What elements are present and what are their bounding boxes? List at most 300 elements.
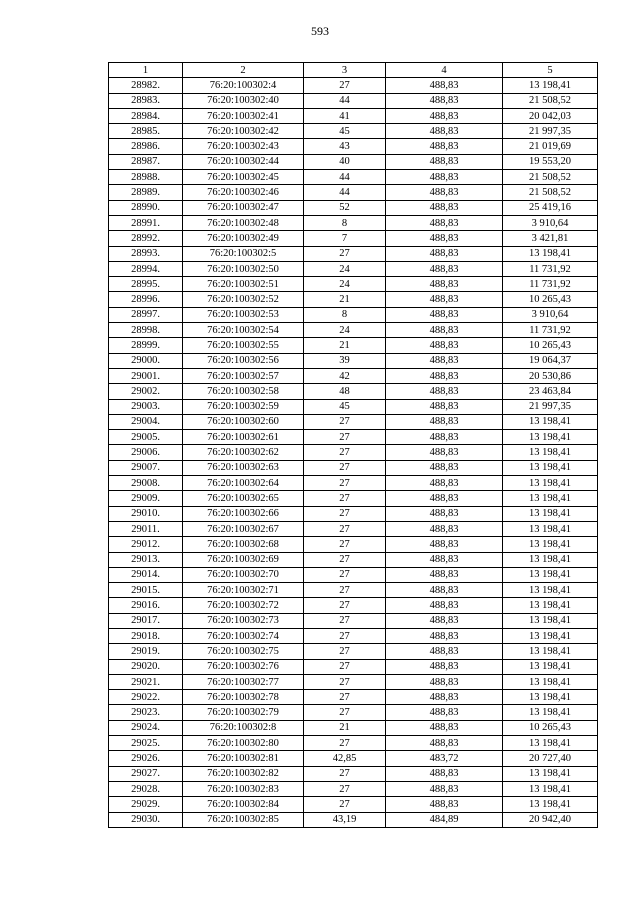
table-row bbox=[109, 598, 598, 613]
table-cell: 13 198,41 bbox=[503, 506, 598, 521]
table-cell: 13 198,41 bbox=[503, 598, 598, 613]
table-cell: 76:20:100302:64 bbox=[183, 476, 304, 491]
table-cell: 488,83 bbox=[386, 185, 503, 200]
table-cell: 27 bbox=[304, 644, 386, 659]
table-cell: 27 bbox=[304, 583, 386, 598]
table-cell: 27 bbox=[304, 781, 386, 796]
table-cell: 28989. bbox=[109, 185, 183, 200]
table-cell: 488,83 bbox=[386, 491, 503, 506]
table-cell: 27 bbox=[304, 521, 386, 536]
table-cell: 488,83 bbox=[386, 338, 503, 353]
table-row bbox=[109, 307, 598, 322]
table-row bbox=[109, 93, 598, 108]
table-cell: 10 265,43 bbox=[503, 338, 598, 353]
table-row bbox=[109, 124, 598, 139]
table-cell: 27 bbox=[304, 567, 386, 582]
table-cell: 13 198,41 bbox=[503, 659, 598, 674]
table-cell: 28983. bbox=[109, 93, 183, 108]
table-cell: 29027. bbox=[109, 766, 183, 781]
table-cell: 28982. bbox=[109, 78, 183, 93]
table-row bbox=[109, 108, 598, 123]
table-cell: 488,83 bbox=[386, 674, 503, 689]
table-cell: 27 bbox=[304, 613, 386, 628]
table-cell: 488,83 bbox=[386, 628, 503, 643]
table-cell: 488,83 bbox=[386, 537, 503, 552]
table-cell: 27 bbox=[304, 460, 386, 475]
table-cell: 488,83 bbox=[386, 521, 503, 536]
table-cell: 13 198,41 bbox=[503, 430, 598, 445]
table-cell: 13 198,41 bbox=[503, 552, 598, 567]
table-cell: 488,83 bbox=[386, 705, 503, 720]
table-cell: 19 064,37 bbox=[503, 353, 598, 368]
table-row bbox=[109, 812, 598, 827]
table-cell: 27 bbox=[304, 430, 386, 445]
table-row bbox=[109, 154, 598, 169]
table-cell: 28988. bbox=[109, 170, 183, 185]
table-cell: 7 bbox=[304, 231, 386, 246]
table-cell: 13 198,41 bbox=[503, 736, 598, 751]
table-cell: 27 bbox=[304, 659, 386, 674]
table-cell: 21 bbox=[304, 338, 386, 353]
table-cell: 21 508,52 bbox=[503, 170, 598, 185]
table-row bbox=[109, 491, 598, 506]
table-row bbox=[109, 277, 598, 292]
table-cell: 13 198,41 bbox=[503, 521, 598, 536]
table-row bbox=[109, 384, 598, 399]
table-row bbox=[109, 628, 598, 643]
table-cell: 29011. bbox=[109, 521, 183, 536]
table-cell: 488,83 bbox=[386, 506, 503, 521]
table-cell: 24 bbox=[304, 323, 386, 338]
table-row bbox=[109, 338, 598, 353]
table-cell: 40 bbox=[304, 154, 386, 169]
table-cell: 76:20:100302:83 bbox=[183, 781, 304, 796]
table-cell: 21 019,69 bbox=[503, 139, 598, 154]
table-cell: 76:20:100302:79 bbox=[183, 705, 304, 720]
table-cell: 20 942,40 bbox=[503, 812, 598, 827]
table-cell: 29015. bbox=[109, 583, 183, 598]
table-cell: 27 bbox=[304, 628, 386, 643]
table-cell: 19 553,20 bbox=[503, 154, 598, 169]
table-cell: 29019. bbox=[109, 644, 183, 659]
table-cell: 488,83 bbox=[386, 430, 503, 445]
table-cell: 488,83 bbox=[386, 567, 503, 582]
table-cell: 10 265,43 bbox=[503, 720, 598, 735]
table-row bbox=[109, 430, 598, 445]
table-cell: 29030. bbox=[109, 812, 183, 827]
table-cell: 76:20:100302:62 bbox=[183, 445, 304, 460]
table-cell: 76:20:100302:76 bbox=[183, 659, 304, 674]
table-cell: 11 731,92 bbox=[503, 277, 598, 292]
table-cell: 27 bbox=[304, 414, 386, 429]
table-row bbox=[109, 690, 598, 705]
table-cell: 76:20:100302:52 bbox=[183, 292, 304, 307]
table-cell: 76:20:100302:8 bbox=[183, 720, 304, 735]
table-cell: 488,83 bbox=[386, 613, 503, 628]
table-cell: 29018. bbox=[109, 628, 183, 643]
table-row bbox=[109, 445, 598, 460]
table-cell: 3 910,64 bbox=[503, 307, 598, 322]
table-row bbox=[109, 736, 598, 751]
table-cell: 29002. bbox=[109, 384, 183, 399]
table-cell: 28984. bbox=[109, 108, 183, 123]
table-cell: 44 bbox=[304, 170, 386, 185]
table-cell: 488,83 bbox=[386, 659, 503, 674]
table-cell: 21 508,52 bbox=[503, 185, 598, 200]
table-cell: 13 198,41 bbox=[503, 460, 598, 475]
table-cell: 76:20:100302:5 bbox=[183, 246, 304, 261]
table-cell: 76:20:100302:72 bbox=[183, 598, 304, 613]
table-cell: 76:20:100302:4 bbox=[183, 78, 304, 93]
table-row bbox=[109, 781, 598, 796]
table-cell: 27 bbox=[304, 598, 386, 613]
column-header: 4 bbox=[386, 63, 503, 78]
table-row bbox=[109, 583, 598, 598]
table-cell: 13 198,41 bbox=[503, 628, 598, 643]
table-cell: 488,83 bbox=[386, 644, 503, 659]
table-cell: 39 bbox=[304, 353, 386, 368]
table-row bbox=[109, 674, 598, 689]
table-cell: 488,83 bbox=[386, 93, 503, 108]
table-cell: 76:20:100302:56 bbox=[183, 353, 304, 368]
table-cell: 488,83 bbox=[386, 307, 503, 322]
table-cell: 13 198,41 bbox=[503, 78, 598, 93]
table-row bbox=[109, 246, 598, 261]
table-cell: 76:20:100302:65 bbox=[183, 491, 304, 506]
table-cell: 21 bbox=[304, 720, 386, 735]
table-cell: 27 bbox=[304, 690, 386, 705]
table-cell: 483,72 bbox=[386, 751, 503, 766]
table-cell: 488,83 bbox=[386, 583, 503, 598]
table-row bbox=[109, 323, 598, 338]
table-row bbox=[109, 659, 598, 674]
table-cell: 488,83 bbox=[386, 781, 503, 796]
table-cell: 13 198,41 bbox=[503, 246, 598, 261]
table-cell: 28991. bbox=[109, 215, 183, 230]
table-cell: 76:20:100302:46 bbox=[183, 185, 304, 200]
table-row bbox=[109, 751, 598, 766]
table-cell: 29000. bbox=[109, 353, 183, 368]
table-cell: 28985. bbox=[109, 124, 183, 139]
table-cell: 488,83 bbox=[386, 414, 503, 429]
table-cell: 28997. bbox=[109, 307, 183, 322]
table-row bbox=[109, 139, 598, 154]
table-cell: 76:20:100302:84 bbox=[183, 797, 304, 812]
table-cell: 76:20:100302:70 bbox=[183, 567, 304, 582]
table-cell: 27 bbox=[304, 445, 386, 460]
table-cell: 488,83 bbox=[386, 246, 503, 261]
table-row bbox=[109, 185, 598, 200]
table-cell: 76:20:100302:66 bbox=[183, 506, 304, 521]
table-cell: 488,83 bbox=[386, 292, 503, 307]
table-cell: 28986. bbox=[109, 139, 183, 154]
table-cell: 13 198,41 bbox=[503, 674, 598, 689]
table-cell: 29008. bbox=[109, 476, 183, 491]
table-row bbox=[109, 644, 598, 659]
table-cell: 488,83 bbox=[386, 277, 503, 292]
table-cell: 76:20:100302:69 bbox=[183, 552, 304, 567]
table-cell: 488,83 bbox=[386, 736, 503, 751]
data-table bbox=[108, 62, 598, 828]
table-cell: 76:20:100302:85 bbox=[183, 812, 304, 827]
table-cell: 27 bbox=[304, 537, 386, 552]
table-cell: 27 bbox=[304, 491, 386, 506]
table-cell: 488,83 bbox=[386, 797, 503, 812]
table-cell: 76:20:100302:68 bbox=[183, 537, 304, 552]
table-row bbox=[109, 200, 598, 215]
table-row bbox=[109, 521, 598, 536]
table-cell: 76:20:100302:73 bbox=[183, 613, 304, 628]
table-cell: 488,83 bbox=[386, 720, 503, 735]
table-row bbox=[109, 353, 598, 368]
table-row bbox=[109, 537, 598, 552]
table-cell: 488,83 bbox=[386, 399, 503, 414]
table-cell: 43,19 bbox=[304, 812, 386, 827]
table-cell: 27 bbox=[304, 766, 386, 781]
table-cell: 25 419,16 bbox=[503, 200, 598, 215]
table-cell: 11 731,92 bbox=[503, 323, 598, 338]
table-cell: 29023. bbox=[109, 705, 183, 720]
table-cell: 27 bbox=[304, 246, 386, 261]
table-cell: 76:20:100302:59 bbox=[183, 399, 304, 414]
table-cell: 488,83 bbox=[386, 552, 503, 567]
table-cell: 488,83 bbox=[386, 766, 503, 781]
table-cell: 27 bbox=[304, 705, 386, 720]
table-cell: 44 bbox=[304, 185, 386, 200]
table-cell: 48 bbox=[304, 384, 386, 399]
table-cell: 29004. bbox=[109, 414, 183, 429]
table-cell: 13 198,41 bbox=[503, 476, 598, 491]
table-cell: 13 198,41 bbox=[503, 491, 598, 506]
table-cell: 29025. bbox=[109, 736, 183, 751]
table-cell: 488,83 bbox=[386, 690, 503, 705]
table-cell: 13 198,41 bbox=[503, 797, 598, 812]
table-cell: 24 bbox=[304, 261, 386, 276]
table-cell: 3 910,64 bbox=[503, 215, 598, 230]
table-cell: 488,83 bbox=[386, 139, 503, 154]
table-cell: 44 bbox=[304, 93, 386, 108]
table-cell: 27 bbox=[304, 476, 386, 491]
table-header-row bbox=[109, 63, 598, 78]
page-number: 593 bbox=[311, 24, 329, 38]
table-cell: 28994. bbox=[109, 261, 183, 276]
table-cell: 488,83 bbox=[386, 368, 503, 383]
table-row bbox=[109, 292, 598, 307]
table-cell: 13 198,41 bbox=[503, 537, 598, 552]
table-cell: 20 042,03 bbox=[503, 108, 598, 123]
table-row bbox=[109, 552, 598, 567]
table-cell: 29013. bbox=[109, 552, 183, 567]
table-cell: 28999. bbox=[109, 338, 183, 353]
table-cell: 488,83 bbox=[386, 476, 503, 491]
table-cell: 76:20:100302:43 bbox=[183, 139, 304, 154]
table-cell: 29021. bbox=[109, 674, 183, 689]
table-row bbox=[109, 231, 598, 246]
table-cell: 488,83 bbox=[386, 353, 503, 368]
table-body bbox=[109, 78, 598, 828]
table-cell: 28995. bbox=[109, 277, 183, 292]
table-cell: 21 bbox=[304, 292, 386, 307]
table-cell: 488,83 bbox=[386, 445, 503, 460]
table-cell: 13 198,41 bbox=[503, 583, 598, 598]
table-row bbox=[109, 170, 598, 185]
table-cell: 76:20:100302:57 bbox=[183, 368, 304, 383]
table-cell: 76:20:100302:40 bbox=[183, 93, 304, 108]
table-row bbox=[109, 399, 598, 414]
table-row bbox=[109, 476, 598, 491]
table-cell: 76:20:100302:58 bbox=[183, 384, 304, 399]
table-cell: 13 198,41 bbox=[503, 567, 598, 582]
table-cell: 76:20:100302:45 bbox=[183, 170, 304, 185]
table-cell: 28996. bbox=[109, 292, 183, 307]
table-cell: 29012. bbox=[109, 537, 183, 552]
table-cell: 41 bbox=[304, 108, 386, 123]
table-cell: 11 731,92 bbox=[503, 261, 598, 276]
table-row bbox=[109, 797, 598, 812]
table-cell: 76:20:100302:47 bbox=[183, 200, 304, 215]
table-cell: 29017. bbox=[109, 613, 183, 628]
table-cell: 27 bbox=[304, 78, 386, 93]
table-cell: 29029. bbox=[109, 797, 183, 812]
table-cell: 28990. bbox=[109, 200, 183, 215]
table-cell: 21 997,35 bbox=[503, 124, 598, 139]
table-cell: 23 463,84 bbox=[503, 384, 598, 399]
table-cell: 29003. bbox=[109, 399, 183, 414]
table-cell: 10 265,43 bbox=[503, 292, 598, 307]
table-cell: 29009. bbox=[109, 491, 183, 506]
table-row bbox=[109, 368, 598, 383]
column-header: 1 bbox=[109, 63, 183, 78]
table-row bbox=[109, 261, 598, 276]
table-cell: 24 bbox=[304, 277, 386, 292]
table-cell: 28993. bbox=[109, 246, 183, 261]
table-row bbox=[109, 506, 598, 521]
table-cell: 76:20:100302:49 bbox=[183, 231, 304, 246]
table-cell: 29007. bbox=[109, 460, 183, 475]
table-cell: 13 198,41 bbox=[503, 690, 598, 705]
table-cell: 42 bbox=[304, 368, 386, 383]
table-cell: 488,83 bbox=[386, 460, 503, 475]
table-cell: 13 198,41 bbox=[503, 445, 598, 460]
table-cell: 29028. bbox=[109, 781, 183, 796]
table-cell: 13 198,41 bbox=[503, 705, 598, 720]
table-cell: 76:20:100302:81 bbox=[183, 751, 304, 766]
table-cell: 29020. bbox=[109, 659, 183, 674]
table-cell: 76:20:100302:78 bbox=[183, 690, 304, 705]
table-cell: 8 bbox=[304, 307, 386, 322]
table-row bbox=[109, 766, 598, 781]
table-cell: 76:20:100302:50 bbox=[183, 261, 304, 276]
table-cell: 76:20:100302:54 bbox=[183, 323, 304, 338]
table-row bbox=[109, 720, 598, 735]
table-cell: 29005. bbox=[109, 430, 183, 445]
table-cell: 488,83 bbox=[386, 78, 503, 93]
table-cell: 52 bbox=[304, 200, 386, 215]
table-row bbox=[109, 215, 598, 230]
table-cell: 45 bbox=[304, 399, 386, 414]
table-cell: 13 198,41 bbox=[503, 414, 598, 429]
table-cell: 20 530,86 bbox=[503, 368, 598, 383]
table-cell: 76:20:100302:80 bbox=[183, 736, 304, 751]
table-row bbox=[109, 705, 598, 720]
column-header: 5 bbox=[503, 63, 598, 78]
table-cell: 76:20:100302:53 bbox=[183, 307, 304, 322]
table-cell: 76:20:100302:44 bbox=[183, 154, 304, 169]
table-cell: 488,83 bbox=[386, 215, 503, 230]
table-row bbox=[109, 78, 598, 93]
table-cell: 42,85 bbox=[304, 751, 386, 766]
table-cell: 488,83 bbox=[386, 231, 503, 246]
table-cell: 27 bbox=[304, 674, 386, 689]
table-cell: 76:20:100302:82 bbox=[183, 766, 304, 781]
table-cell: 27 bbox=[304, 797, 386, 812]
table-cell: 27 bbox=[304, 552, 386, 567]
table-cell: 76:20:100302:48 bbox=[183, 215, 304, 230]
table-cell: 76:20:100302:77 bbox=[183, 674, 304, 689]
table-cell: 13 198,41 bbox=[503, 781, 598, 796]
table-cell: 13 198,41 bbox=[503, 644, 598, 659]
table-cell: 76:20:100302:74 bbox=[183, 628, 304, 643]
table-cell: 29022. bbox=[109, 690, 183, 705]
table-cell: 13 198,41 bbox=[503, 613, 598, 628]
table-cell: 43 bbox=[304, 139, 386, 154]
table-cell: 488,83 bbox=[386, 124, 503, 139]
table-cell: 28987. bbox=[109, 154, 183, 169]
table-cell: 76:20:100302:60 bbox=[183, 414, 304, 429]
table-cell: 21 997,35 bbox=[503, 399, 598, 414]
table-cell: 21 508,52 bbox=[503, 93, 598, 108]
table-cell: 20 727,40 bbox=[503, 751, 598, 766]
table-cell: 29026. bbox=[109, 751, 183, 766]
table-row bbox=[109, 414, 598, 429]
table-row bbox=[109, 460, 598, 475]
table-cell: 484,89 bbox=[386, 812, 503, 827]
table-cell: 488,83 bbox=[386, 170, 503, 185]
column-header: 3 bbox=[304, 63, 386, 78]
table-cell: 76:20:100302:51 bbox=[183, 277, 304, 292]
table-cell: 488,83 bbox=[386, 261, 503, 276]
table-row bbox=[109, 567, 598, 582]
table-cell: 76:20:100302:41 bbox=[183, 108, 304, 123]
table-cell: 488,83 bbox=[386, 323, 503, 338]
table-cell: 29024. bbox=[109, 720, 183, 735]
table-cell: 488,83 bbox=[386, 108, 503, 123]
table-cell: 3 421,81 bbox=[503, 231, 598, 246]
table-cell: 76:20:100302:71 bbox=[183, 583, 304, 598]
table-cell: 29001. bbox=[109, 368, 183, 383]
table-cell: 45 bbox=[304, 124, 386, 139]
table-cell: 488,83 bbox=[386, 384, 503, 399]
column-header: 2 bbox=[183, 63, 304, 78]
table-cell: 27 bbox=[304, 736, 386, 751]
table-cell: 488,83 bbox=[386, 154, 503, 169]
table-cell: 29014. bbox=[109, 567, 183, 582]
table-cell: 29006. bbox=[109, 445, 183, 460]
table-cell: 76:20:100302:67 bbox=[183, 521, 304, 536]
table-cell: 29016. bbox=[109, 598, 183, 613]
table-cell: 76:20:100302:61 bbox=[183, 430, 304, 445]
table-cell: 488,83 bbox=[386, 200, 503, 215]
table-cell: 76:20:100302:75 bbox=[183, 644, 304, 659]
table-cell: 27 bbox=[304, 506, 386, 521]
table-cell: 29010. bbox=[109, 506, 183, 521]
table-cell: 28998. bbox=[109, 323, 183, 338]
table-cell: 8 bbox=[304, 215, 386, 230]
table-cell: 13 198,41 bbox=[503, 766, 598, 781]
table-cell: 76:20:100302:42 bbox=[183, 124, 304, 139]
table-row bbox=[109, 613, 598, 628]
table-cell: 76:20:100302:55 bbox=[183, 338, 304, 353]
